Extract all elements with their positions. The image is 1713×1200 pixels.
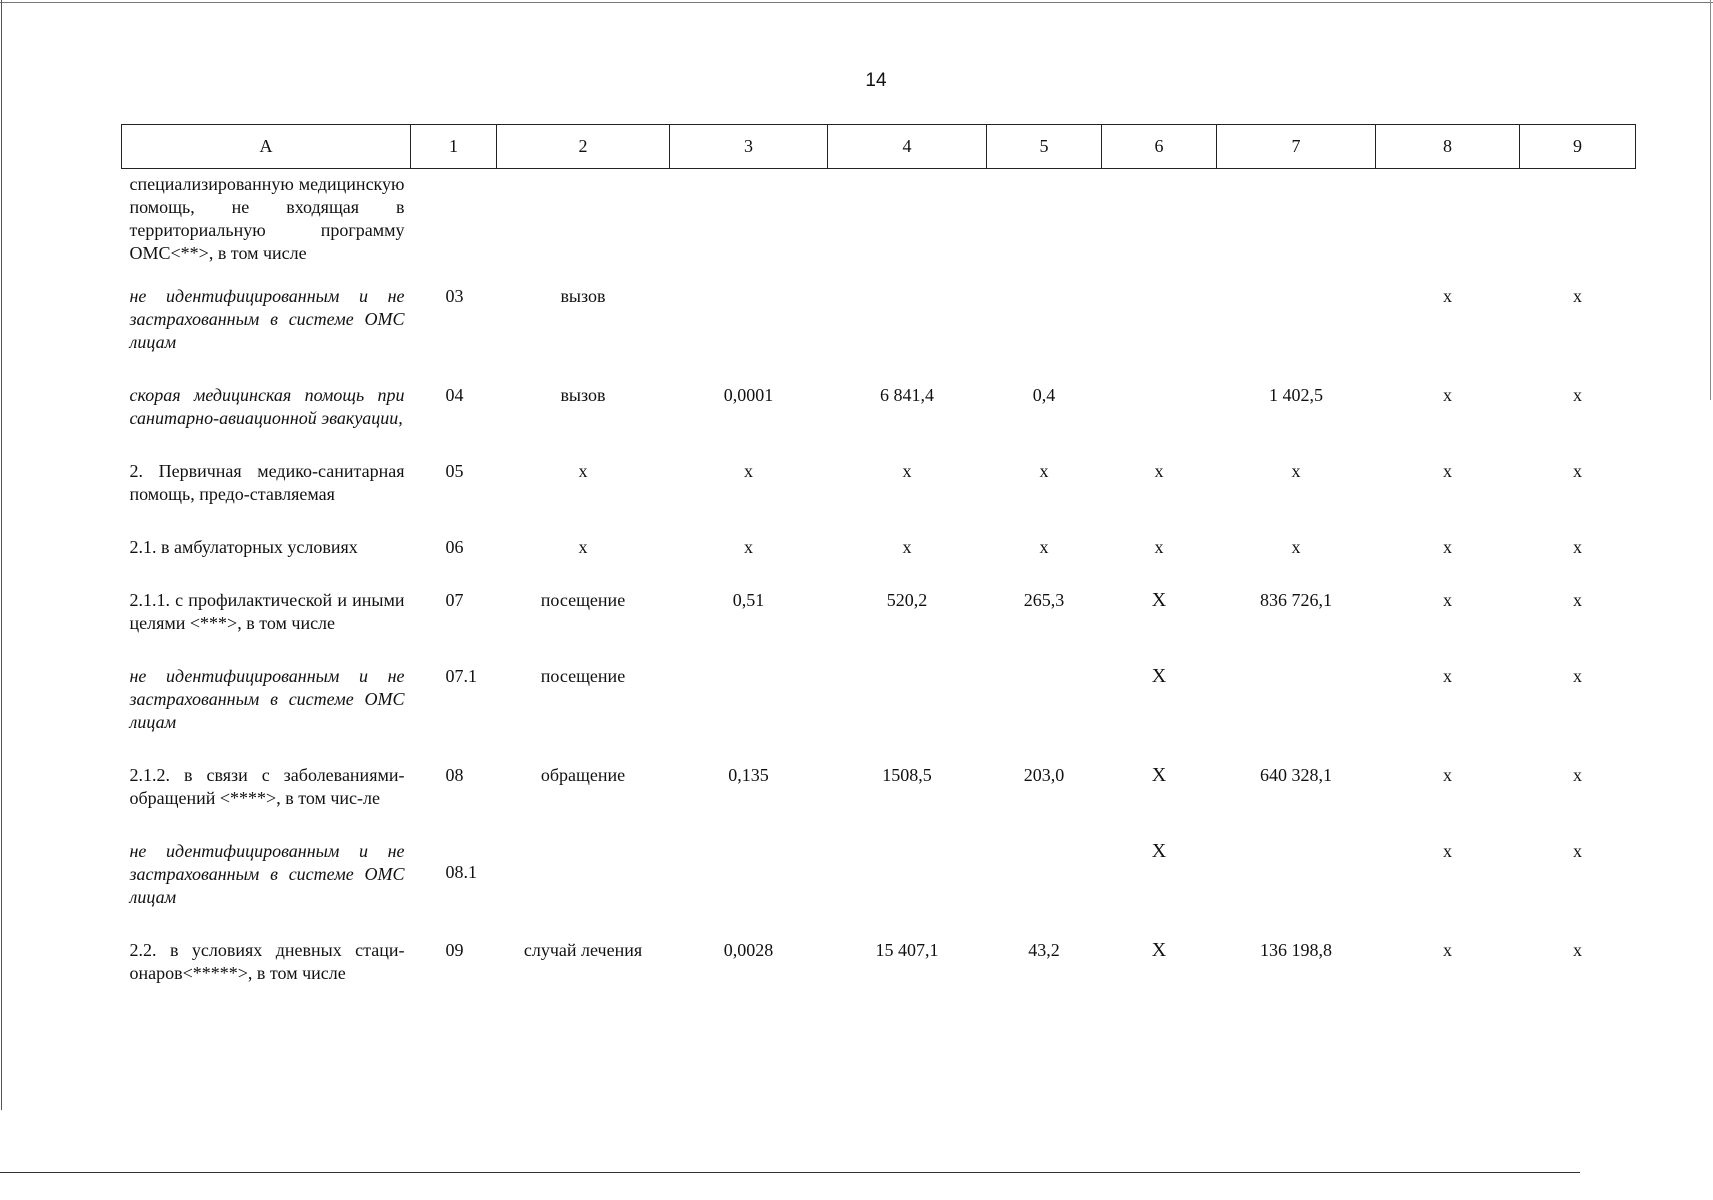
value-cell: 6 841,4 bbox=[880, 385, 934, 405]
value-cell: х bbox=[1443, 385, 1452, 405]
value-cell: х bbox=[1573, 590, 1582, 610]
header-cell-1: 1 bbox=[411, 125, 497, 169]
value-cell: х bbox=[1039, 461, 1049, 481]
value-cell bbox=[1102, 275, 1217, 374]
row-code: 07.1 bbox=[445, 666, 477, 686]
value-cell: х bbox=[1443, 940, 1452, 960]
value-cell: х bbox=[1443, 537, 1452, 557]
value-cell: х bbox=[1291, 461, 1301, 481]
scan-bottom-edge bbox=[0, 1172, 1580, 1173]
row-description: не идентифицированным и не застрахованным в системе ОМС лицам bbox=[129, 666, 405, 732]
table-row bbox=[122, 830, 1636, 929]
value-cell bbox=[1217, 275, 1376, 374]
value-cell: 520,2 bbox=[886, 590, 928, 610]
value-cell bbox=[828, 655, 987, 754]
value-cell bbox=[1217, 830, 1376, 929]
value-cell: х bbox=[1573, 461, 1582, 481]
header-cell-4: 4 bbox=[828, 125, 987, 169]
row-description: 2. Первичная медико-санитарная помощь, предо-ставляемая bbox=[129, 461, 405, 504]
table-row bbox=[122, 579, 1636, 655]
value-cell: х bbox=[1443, 841, 1452, 861]
value-cell: х bbox=[1154, 461, 1164, 481]
scan-left-edge bbox=[1, 0, 2, 1110]
value-cell: х bbox=[1573, 385, 1582, 405]
value-cell: х bbox=[902, 537, 912, 557]
value-cell: 43,2 bbox=[1028, 940, 1060, 960]
value-cell: х bbox=[1443, 286, 1452, 306]
value-cell bbox=[670, 275, 828, 374]
value-cell bbox=[987, 169, 1102, 276]
row-description: 2.1.1. с профилактической и иными целями <***>, в том числе bbox=[129, 590, 405, 633]
header-cell-9: 9 bbox=[1520, 125, 1636, 169]
value-cell: х bbox=[1291, 537, 1301, 557]
value-cell bbox=[1520, 169, 1636, 276]
value-cell bbox=[1217, 655, 1376, 754]
value-cell: Х bbox=[1151, 589, 1167, 611]
row-code: 08 bbox=[445, 765, 464, 785]
row-code: 06 bbox=[445, 537, 464, 557]
row-code: 07 bbox=[445, 590, 464, 610]
value-cell: 265,3 bbox=[1023, 590, 1065, 610]
row-description: не идентифицированным и не застрахованным в системе ОМС лицам bbox=[129, 286, 405, 352]
row-description: скорая медицинская помощь при санитарно-авиационной эвакуации, bbox=[129, 385, 405, 428]
row-description: специализированную медицинскую помощь, не входящая в территориальную программу ОМС<**>, в том числе bbox=[129, 174, 405, 263]
row-code: 04 bbox=[445, 385, 464, 405]
table-row bbox=[122, 929, 1636, 1005]
value-cell: х bbox=[744, 537, 753, 557]
value-cell: 1 402,5 bbox=[1269, 385, 1323, 405]
value-cell bbox=[987, 275, 1102, 374]
header-cell-6: 6 bbox=[1102, 125, 1217, 169]
table-row bbox=[122, 169, 1636, 276]
value-cell bbox=[828, 169, 987, 276]
row-description: не идентифицированным и не застрахованным в системе ОМС лицам bbox=[129, 841, 405, 907]
value-cell: Х bbox=[1151, 764, 1167, 786]
unit-cell: обращение bbox=[540, 765, 626, 785]
value-cell: х bbox=[902, 461, 912, 481]
unit-cell: х bbox=[578, 461, 588, 481]
value-cell: х bbox=[1443, 461, 1452, 481]
value-cell bbox=[670, 830, 828, 929]
header-cell-3: 3 bbox=[670, 125, 828, 169]
unit-cell: вызов bbox=[560, 286, 606, 306]
table-row bbox=[122, 275, 1636, 374]
value-cell bbox=[1102, 374, 1217, 450]
value-cell: 1508,5 bbox=[882, 765, 932, 785]
value-cell bbox=[828, 830, 987, 929]
value-cell bbox=[828, 275, 987, 374]
row-description: 2.1. в амбулаторных условиях bbox=[129, 537, 358, 557]
header-cell-a: А bbox=[122, 125, 411, 169]
unit-cell: х bbox=[578, 537, 588, 557]
value-cell: х bbox=[1039, 537, 1049, 557]
scan-top-edge bbox=[0, 2, 1713, 3]
header-cell-7: 7 bbox=[1217, 125, 1376, 169]
header-cell-8: 8 bbox=[1376, 125, 1520, 169]
row-description: 2.1.2. в связи с заболеваниями-обращений <****>, в том чис-ле bbox=[129, 765, 405, 808]
table-row bbox=[122, 655, 1636, 754]
value-cell: 0,51 bbox=[732, 590, 765, 610]
row-code: 05 bbox=[445, 461, 464, 481]
value-cell: х bbox=[1443, 590, 1452, 610]
value-cell bbox=[670, 169, 828, 276]
value-cell: х bbox=[1573, 841, 1582, 861]
header-cell-5: 5 bbox=[987, 125, 1102, 169]
unit-cell: посещение bbox=[540, 590, 626, 610]
value-cell bbox=[1217, 169, 1376, 276]
scan-right-edge bbox=[1710, 0, 1711, 400]
value-cell: х bbox=[1573, 765, 1582, 785]
value-cell: х bbox=[1443, 765, 1452, 785]
value-cell bbox=[1102, 169, 1217, 276]
value-cell: 0,4 bbox=[1032, 385, 1056, 405]
value-cell bbox=[987, 830, 1102, 929]
table-row bbox=[122, 374, 1636, 450]
unit-cell bbox=[497, 169, 670, 276]
table-row bbox=[122, 754, 1636, 830]
table-row bbox=[122, 450, 1636, 526]
value-cell: 836 726,1 bbox=[1260, 590, 1332, 610]
value-cell bbox=[670, 655, 828, 754]
value-cell: х bbox=[744, 461, 753, 481]
value-cell: 0,0028 bbox=[723, 940, 774, 960]
table-row bbox=[122, 526, 1636, 579]
value-cell: 640 328,1 bbox=[1260, 765, 1332, 785]
value-cell: Х bbox=[1151, 939, 1167, 961]
page-number: 14 bbox=[865, 70, 887, 91]
value-cell bbox=[1376, 169, 1520, 276]
value-cell: Х bbox=[1151, 840, 1167, 862]
unit-cell: вызов bbox=[560, 385, 606, 405]
row-code: 08.1 bbox=[445, 862, 477, 882]
row-description: 2.2. в условиях дневных стаци-онаров<*****>, в том числе bbox=[129, 940, 405, 983]
header-cell-2: 2 bbox=[497, 125, 670, 169]
unit-cell: случай лечения bbox=[523, 940, 643, 960]
value-cell bbox=[987, 655, 1102, 754]
row-code: 09 bbox=[445, 940, 464, 960]
value-cell: Х bbox=[1151, 665, 1167, 687]
value-cell: х bbox=[1573, 666, 1582, 686]
row-code: 03 bbox=[445, 286, 464, 306]
value-cell: х bbox=[1573, 537, 1582, 557]
value-cell: х bbox=[1573, 940, 1582, 960]
row-code bbox=[411, 169, 497, 276]
value-cell: 203,0 bbox=[1023, 765, 1065, 785]
unit-cell bbox=[497, 830, 670, 929]
value-cell: 0,135 bbox=[728, 765, 769, 785]
value-cell: 15 407,1 bbox=[875, 940, 939, 960]
unit-cell: посещение bbox=[540, 666, 626, 686]
budget-table bbox=[121, 124, 1636, 1005]
value-cell: 136 198,8 bbox=[1260, 940, 1332, 960]
value-cell: х bbox=[1573, 286, 1582, 306]
value-cell: х bbox=[1154, 537, 1164, 557]
value-cell: х bbox=[1443, 666, 1452, 686]
value-cell: 0,0001 bbox=[723, 385, 774, 405]
header-row bbox=[122, 125, 1636, 169]
